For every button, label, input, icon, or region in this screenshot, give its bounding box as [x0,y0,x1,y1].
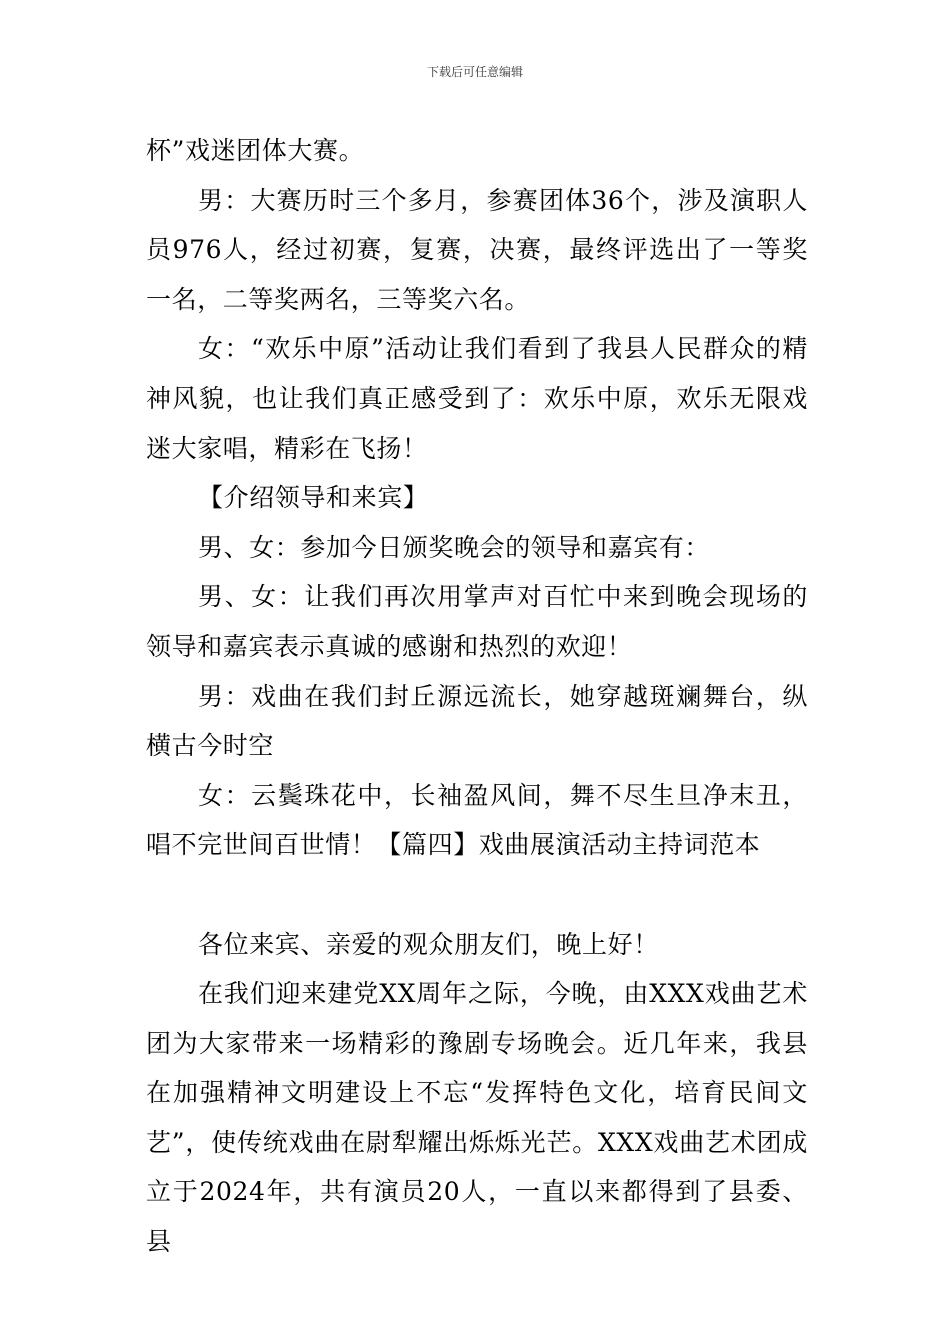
paragraph: 男、女：参加今日颁奖晚会的领导和嘉宾有： [198,532,711,562]
paragraph: 杯”戏迷团体大赛。 [146,136,365,165]
document-body [146,126,808,1267]
paragraph: 男：大赛历时三个多月，参赛团体36个，涉及演职人员976人，经过初赛，复赛，决赛，最终评选出了一等奖一名，二等奖两名，三等奖六名。 [146,185,808,314]
paragraph: 女：“欢乐中原”活动让我们看到了我县人民群众的精神风貌，也让我们真正感受到了：欢乐中原，欢乐无限戏迷大家唱，精彩在飞扬！ [146,334,808,463]
page-header-note: 下载后可任意编辑 [426,65,523,79]
paragraph: 男、女：让我们再次用掌声对百忙中来到晚会现场的领导和嘉宾表示真诚的感谢和热烈的欢迎！ [146,582,808,661]
section-heading: 【介绍领导和来宾】 [198,483,429,513]
greeting-paragraph: 各位来宾、亲爱的观众朋友们，晚上好！ [198,929,659,959]
blank-line [146,870,808,920]
paragraph: 男：戏曲在我们封丘源远流长，她穿越斑斓舞台，纵横古今时空 [146,681,808,761]
paragraph: 在我们迎来建党XX周年之际，今晚，由XXX戏曲艺术团为大家带来一场精彩的豫剧专场晚会。近几年来，我县在加强精神文明建设上不忘“发挥特色文化，培育民间文艺”，使传统戏曲在尉犁耀出烁烁光芒。XXX戏曲艺术团成立于2024年，共有演员20人，一直以来都得到了县委、县 [146,979,808,1257]
paragraph: 女：云鬓珠花中，长袖盈风间，舞不尽生旦净末丑，唱不完世间百世情！【篇四】戏曲展演活动主持词范本 [146,780,808,860]
